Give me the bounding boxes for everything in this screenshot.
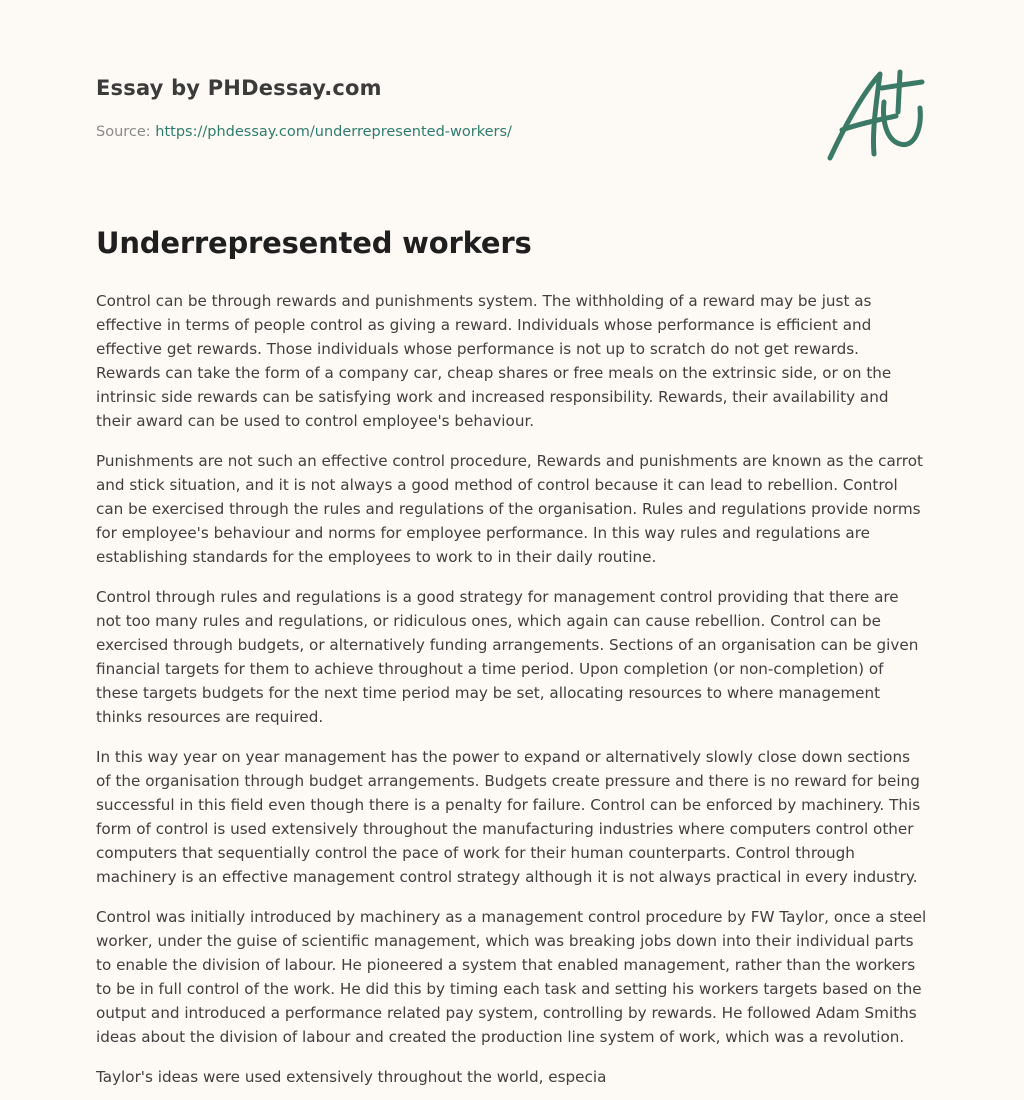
essay-body: [96, 289, 928, 1089]
essay-paragraph: In this way year on year management has the power to expand or alternatively slowly close down sections of the organisation through budget arrangements. Budgets create pressure and there is no reward for being successful in this field even though there is a penalty for failure. Control can be enforced by machinery. This form of control is used extensively throughout the manufacturing industries where computers control other computers that sequentially control the pace of work for their human counterparts. Control through machinery is an effective management control strategy although it is not always practical in every industry.: [96, 748, 921, 886]
essay-paragraph: Control can be through rewards and punishments system. The withholding of a reward may be just as effective in terms of people control as giving a reward. Individuals whose performance is efficient and effective get rewards. Those individuals whose performance is not up to scratch do not get rewards. Rewards can take the form of a company car, cheap shares or free meals on the extrinsic side, or on the intrinsic side rewards can be satisfying work and increased responsibility. Rewards, their availability and their award can be used to control employee's behaviour.: [96, 292, 892, 430]
a-plus-logo-icon: [822, 64, 932, 168]
site-brand: Essay by PHDessay.com: [96, 76, 382, 100]
source-line: [96, 124, 512, 140]
page-header: [96, 0, 928, 200]
source-link[interactable]: https://phdessay.com/underrepresented-workers/: [155, 124, 512, 140]
source-label: Source:: [96, 124, 156, 140]
essay-title: Underrepresented workers: [96, 226, 532, 260]
essay-paragraph: Control was initially introduced by machinery as a management control procedure by FW Taylor, once a steel worker, under the guise of scientific management, which was breaking jobs down into their individual parts to enable the division of labour. He pioneered a system that enabled management, rather than the workers to be in full control of the work. He did this by timing each task and setting his workers targets based on the output and introduced a performance related pay system, controlling by rewards. He followed Adam Smiths ideas about the division of labour and created the production line system of work, which was a revolution.: [96, 908, 927, 1046]
essay-paragraph: Punishments are not such an effective control procedure, Rewards and punishments are known as the carrot and stick situation, and it is not always a good method of control because it can lead to rebellion. Control can be exercised through the rules and regulations of the organisation. Rules and regulations provide norms for employee's behaviour and norms for employee performance. In this way rules and regulations are establishing standards for the employees to work to in their daily routine.: [96, 452, 923, 566]
essay-paragraph: Taylor's ideas were used extensively throughout the world, especia: [96, 1068, 607, 1086]
essay-paragraph: Control through rules and regulations is a good strategy for management control providing that there are not too many rules and regulations, or ridiculous ones, which again can cause rebellion. Control can be exercised through budgets, or alternatively funding arrangements. Sections of an organisation can be given financial targets for them to achieve throughout a time period. Upon completion (or non-completion) of these targets budgets for the next time period may be set, allocating resources to where management thinks resources are required.: [96, 588, 919, 726]
